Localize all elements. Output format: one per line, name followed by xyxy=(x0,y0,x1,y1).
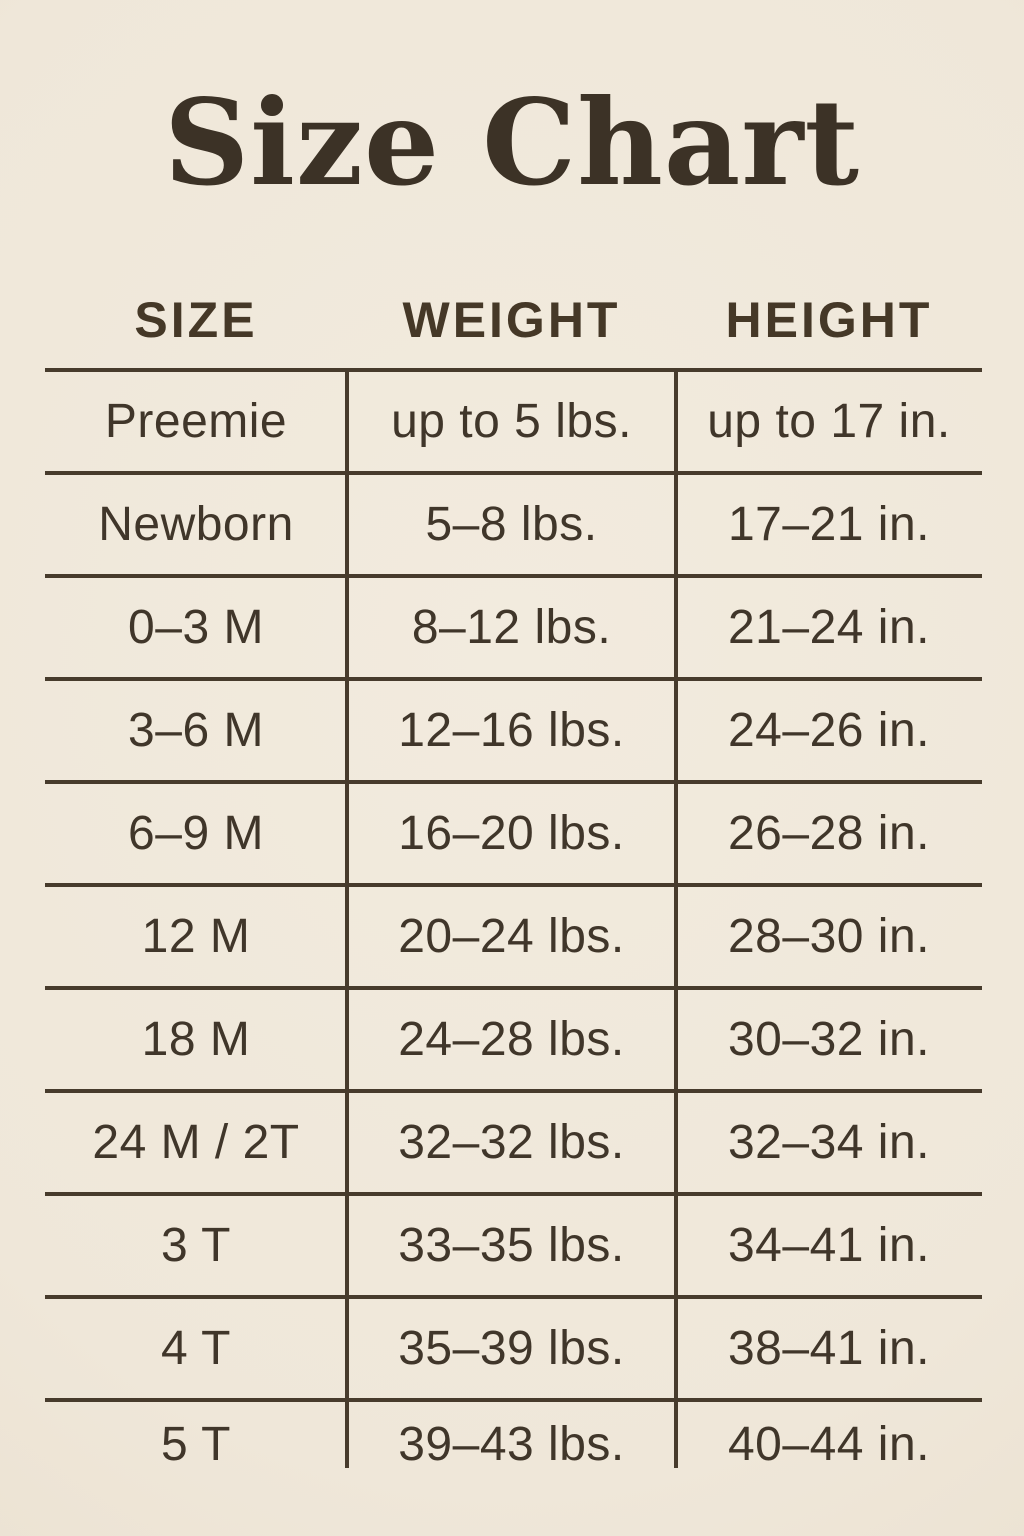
height-cell: 26–28 in. xyxy=(727,807,930,860)
size-cell: Newborn xyxy=(98,498,294,551)
height-cell: 38–41 in. xyxy=(727,1322,930,1375)
weight-cell: 35–39 lbs. xyxy=(398,1322,625,1375)
size-cell: Preemie xyxy=(104,395,288,448)
table-row xyxy=(45,475,982,578)
table-row xyxy=(45,1299,982,1402)
page-title: Size Chart xyxy=(163,73,861,212)
height-cell: 28–30 in. xyxy=(727,910,930,963)
table-row xyxy=(45,990,982,1093)
weight-cell: 20–24 lbs. xyxy=(398,910,625,963)
size-cell: 0–3 M xyxy=(128,601,264,654)
size-cell: 5 T xyxy=(161,1417,231,1471)
table-body xyxy=(45,368,982,1486)
size-cell: 12 M xyxy=(141,910,251,963)
column-divider xyxy=(345,368,349,1468)
size-cell: 6–9 M xyxy=(128,807,264,860)
height-cell: 34–41 in. xyxy=(727,1219,930,1272)
height-cell: up to 17 in. xyxy=(707,395,951,448)
column-header-weight: WEIGHT xyxy=(402,292,621,348)
weight-cell: 5–8 lbs. xyxy=(425,498,598,551)
weight-cell: 12–16 lbs. xyxy=(398,704,625,757)
size-cell: 3 T xyxy=(161,1219,231,1272)
weight-cell: 32–32 lbs. xyxy=(398,1116,625,1169)
size-cell: 18 M xyxy=(141,1013,251,1066)
table-row xyxy=(45,1402,982,1486)
weight-cell: 16–20 lbs. xyxy=(398,807,625,860)
height-cell: 21–24 in. xyxy=(727,601,930,654)
table-row xyxy=(45,681,982,784)
table-row xyxy=(45,1196,982,1299)
column-header-height: HEIGHT xyxy=(725,292,933,348)
weight-cell: 8–12 lbs. xyxy=(411,601,612,654)
column-header-size: SIZE xyxy=(134,292,258,348)
weight-cell: 39–43 lbs. xyxy=(398,1417,625,1471)
size-cell: 4 T xyxy=(161,1322,231,1375)
table-row xyxy=(45,887,982,990)
height-cell: 17–21 in. xyxy=(727,498,930,551)
table-row xyxy=(45,784,982,887)
height-cell: 24–26 in. xyxy=(727,704,930,757)
size-table xyxy=(45,272,982,1486)
table-header-row xyxy=(45,272,982,368)
height-cell: 40–44 in. xyxy=(727,1417,930,1471)
weight-cell: up to 5 lbs. xyxy=(391,395,632,448)
weight-cell: 24–28 lbs. xyxy=(398,1013,625,1066)
table-row xyxy=(45,1093,982,1196)
height-cell: 32–34 in. xyxy=(727,1116,930,1169)
table-row xyxy=(45,372,982,475)
column-divider xyxy=(674,368,678,1468)
weight-cell: 33–35 lbs. xyxy=(398,1219,625,1272)
size-cell: 3–6 M xyxy=(128,704,264,757)
table-row xyxy=(45,578,982,681)
size-cell: 24 M / 2T xyxy=(92,1116,300,1169)
height-cell: 30–32 in. xyxy=(727,1013,930,1066)
